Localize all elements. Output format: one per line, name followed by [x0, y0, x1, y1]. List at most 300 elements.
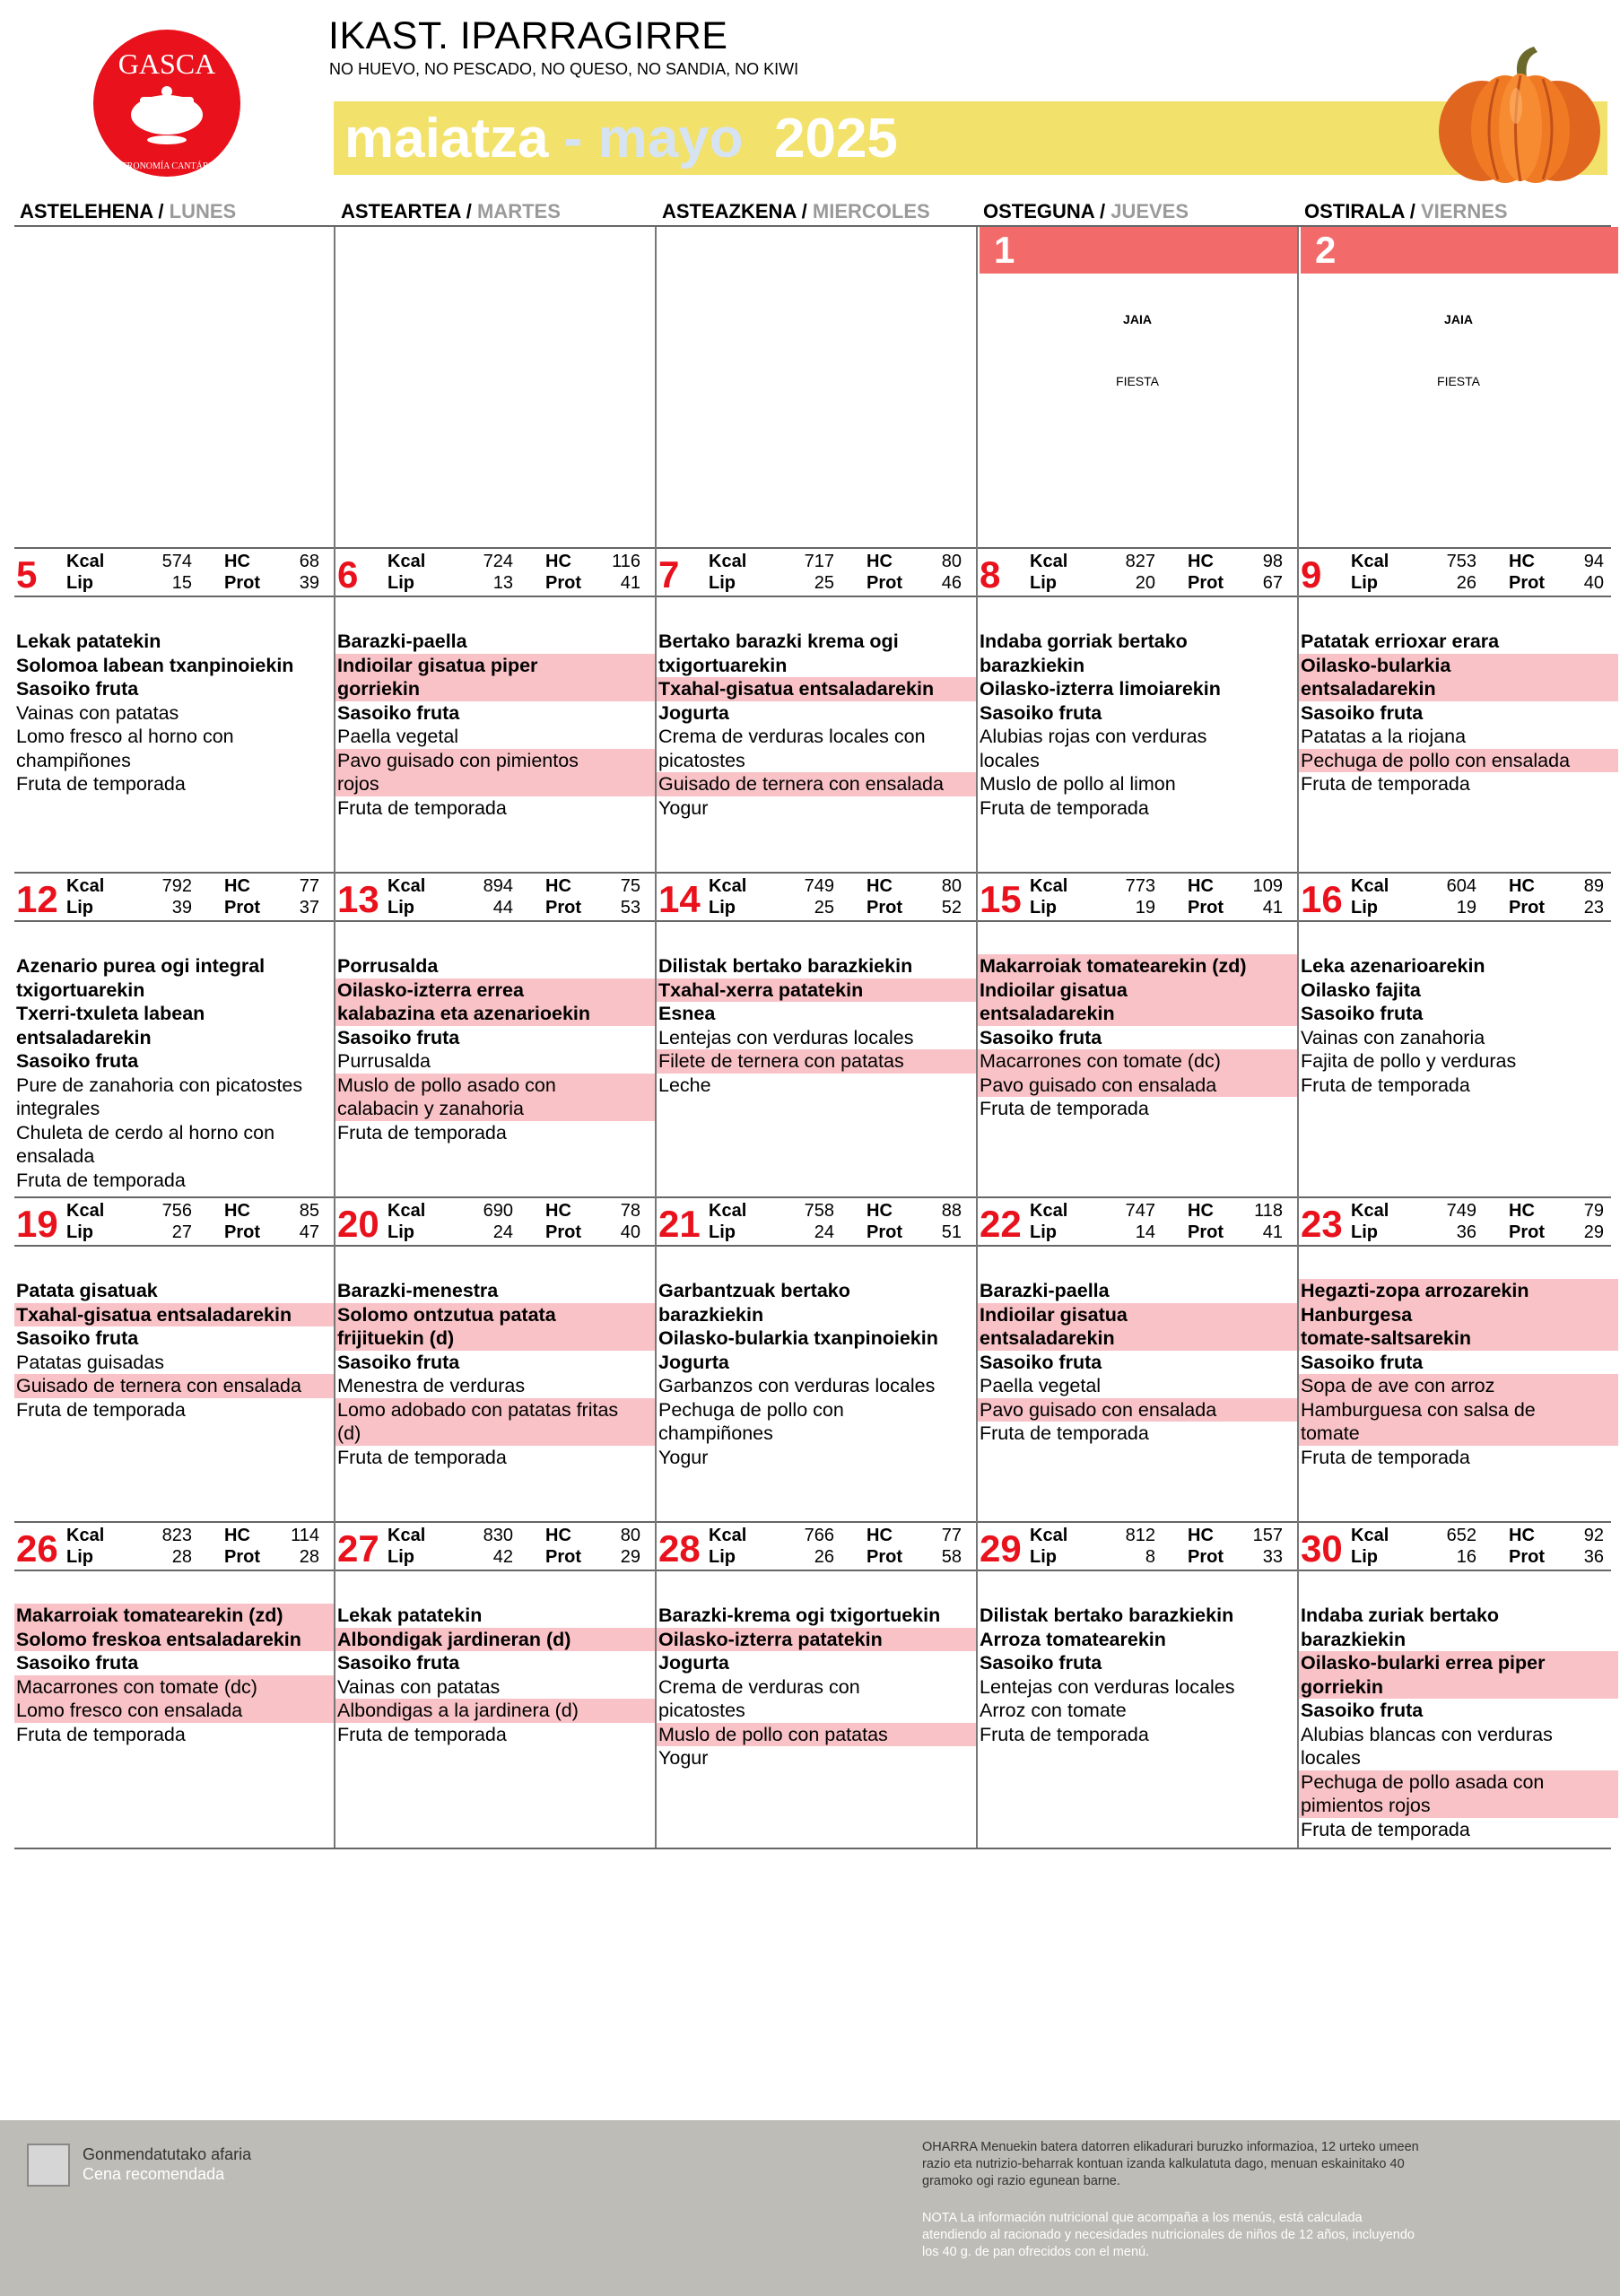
- day-number: 6: [337, 553, 359, 596]
- menu-line: barazkiekin: [658, 1303, 764, 1326]
- lip-value: 25: [814, 573, 834, 593]
- weekday-eu: ASTELEHENA: [20, 200, 153, 222]
- lip-label: Lip: [66, 898, 93, 918]
- kcal-label: Kcal: [1351, 552, 1389, 571]
- hc-label: HC: [1188, 1201, 1214, 1221]
- weekday-es: LUNES: [169, 200, 237, 222]
- day-number: 27: [337, 1527, 379, 1570]
- kcal-label: Kcal: [388, 552, 426, 571]
- kcal-value: 753: [1446, 552, 1476, 571]
- prot-value: 29: [1583, 1222, 1604, 1242]
- kcal-value: 812: [1125, 1526, 1155, 1545]
- menu-line: Garbantzuak bertako: [658, 1280, 850, 1301]
- month-es: mayo: [597, 108, 744, 170]
- prot-value: 40: [620, 1222, 640, 1242]
- weekday-slash: /: [1404, 200, 1421, 222]
- prot-value: 23: [1583, 898, 1604, 918]
- recommended-dinner-line: Pavo guisado con pimientos: [335, 749, 655, 773]
- lip-label: Lip: [1030, 1222, 1057, 1242]
- hc-label: HC: [1188, 552, 1214, 571]
- kcal-value: 717: [804, 552, 834, 571]
- kcal-label: Kcal: [388, 1201, 426, 1221]
- kcal-label: Kcal: [709, 1201, 747, 1221]
- menu-line: Fruta de temporada: [16, 1398, 186, 1421]
- divider: [14, 1196, 1611, 1198]
- prot-value: 37: [299, 898, 319, 918]
- menu-line: Fruta de temporada: [1301, 1818, 1470, 1840]
- day-number: 29: [980, 1527, 1022, 1570]
- menu-line: ensalada: [16, 1145, 95, 1167]
- lip-value: 24: [492, 1222, 513, 1242]
- hc-label: HC: [1188, 876, 1214, 896]
- lip-value: 8: [1145, 1547, 1155, 1567]
- lip-value: 19: [1456, 898, 1476, 918]
- menu-line: Jogurta: [658, 701, 729, 724]
- lip-label: Lip: [66, 1547, 93, 1567]
- lip-value: 14: [1135, 1222, 1155, 1242]
- lip-value: 25: [814, 898, 834, 918]
- menu-line: Oilasko fajita: [1301, 978, 1421, 1001]
- recommended-dinner-line: Muslo de pollo con patatas: [657, 1723, 976, 1747]
- holiday-label-es: FIESTA: [1437, 374, 1480, 388]
- menu-line: Dilistak bertako barazkiekin: [980, 1605, 1234, 1626]
- menu-line: Yogur: [658, 1747, 709, 1769]
- menu-line: Fruta de temporada: [337, 1121, 507, 1144]
- menu-line: Barazki-paella: [337, 631, 467, 652]
- day-number: 13: [337, 878, 379, 920]
- recommended-dinner-line: Txahal-gisatua entsaladarekin: [14, 1303, 334, 1327]
- lip-label: Lip: [1351, 1222, 1378, 1242]
- recommended-dinner-line: Txahal-gisatua entsaladarekin: [657, 677, 976, 701]
- lip-label: Lip: [66, 573, 93, 593]
- column-divider: [655, 227, 657, 547]
- menu-line: champiñones: [658, 1422, 773, 1444]
- kcal-value: 792: [161, 876, 192, 896]
- menu-line: Patatas guisadas: [16, 1351, 164, 1373]
- menu-line: Crema de verduras con: [658, 1675, 860, 1698]
- holiday-day-number: 2: [1301, 227, 1618, 274]
- day-menu: [14, 630, 334, 796]
- menu-line: Solomoa labean txanpinoiekin: [16, 654, 294, 676]
- day-menu: [978, 630, 1297, 820]
- day-number: 30: [1301, 1527, 1343, 1570]
- recommended-dinner-line: gorriekin: [335, 677, 655, 701]
- kcal-label: Kcal: [66, 876, 105, 896]
- lip-label: Lip: [1351, 573, 1378, 593]
- month-sep: -: [548, 108, 598, 170]
- lip-label: Lip: [388, 898, 414, 918]
- weekday-label: [341, 200, 561, 223]
- lip-label: Lip: [709, 573, 736, 593]
- holiday-label-eu: JAIA: [1123, 312, 1152, 326]
- menu-line: Lentejas con verduras locales: [658, 1026, 914, 1048]
- menu-line: Arroz con tomate: [980, 1700, 1127, 1721]
- day-number: 19: [16, 1203, 58, 1245]
- menu-line: Fruta de temporada: [337, 1723, 507, 1745]
- kcal-value: 604: [1446, 876, 1476, 896]
- recommended-dinner-line: Pavo guisado con ensalada: [978, 1074, 1297, 1098]
- menu-line: Chuleta de cerdo al horno con: [16, 1121, 275, 1144]
- menu-line: Fruta de temporada: [980, 1723, 1149, 1745]
- column-divider: [334, 227, 335, 547]
- hc-label: HC: [545, 876, 571, 896]
- menu-line: Alubias blancas con verduras: [1301, 1723, 1553, 1745]
- recommended-dinner-line: entsaladarekin: [1299, 677, 1618, 701]
- hc-label: HC: [1188, 1526, 1214, 1545]
- lip-label: Lip: [66, 1222, 93, 1242]
- prot-value: 41: [620, 573, 640, 593]
- menu-line: txigortuarekin: [658, 654, 788, 676]
- menu-line: Fruta de temporada: [1301, 1074, 1470, 1096]
- lip-value: 20: [1135, 573, 1155, 593]
- holiday-label-es: FIESTA: [1116, 374, 1159, 388]
- recommended-dinner-line: Hamburguesa con salsa de: [1299, 1398, 1618, 1422]
- weekday-slash: /: [796, 200, 813, 222]
- recommended-dinner-line: gorriekin: [1299, 1675, 1618, 1700]
- menu-line: Barazki-krema ogi txigortuekin: [658, 1605, 941, 1626]
- hc-label: HC: [545, 1526, 571, 1545]
- recommended-dinner-line: Guisado de ternera con ensalada: [657, 772, 976, 796]
- prot-value: 53: [620, 898, 640, 918]
- holiday-label-eu: JAIA: [1444, 312, 1473, 326]
- nutrition-note-eu: OHARRA Menuekin batera datorren elikadurari buruzko informazioa, 12 urteko umeen razio eta nutrizio-beharrak kontuan izanda kalkulatuta dago, menuan eskainitako 40 gramoko ogi razio egunean barne.: [922, 2140, 1419, 2188]
- day-number: 16: [1301, 878, 1343, 920]
- recommended-dinner-line: entsaladarekin: [978, 1326, 1297, 1351]
- prot-label: Prot: [1188, 573, 1224, 593]
- kcal-value: 756: [161, 1201, 192, 1221]
- recommended-dinner-line: Indioilar gisatua piper: [335, 654, 655, 678]
- prot-value: 67: [1262, 573, 1283, 593]
- prot-label: Prot: [867, 1547, 902, 1567]
- prot-label: Prot: [1509, 1547, 1545, 1567]
- kcal-value: 827: [1125, 552, 1155, 571]
- menu-line: Fruta de temporada: [980, 1098, 1149, 1119]
- lip-label: Lip: [1030, 573, 1057, 593]
- recommended-dinner-line: Guisado de ternera con ensalada: [14, 1374, 334, 1398]
- recommended-dinner-line: Oilasko-izterra patatekin: [657, 1628, 976, 1652]
- day-number: 8: [980, 553, 1001, 596]
- menu-line: Lekak patatekin: [337, 1605, 483, 1626]
- prot-value: 36: [1583, 1547, 1604, 1567]
- prot-value: 33: [1262, 1547, 1283, 1567]
- kcal-label: Kcal: [1030, 1526, 1068, 1545]
- kcal-value: 724: [483, 552, 513, 571]
- recommended-dinner-line: Makarroiak tomatearekin (zd): [978, 954, 1297, 978]
- hc-label: HC: [867, 1201, 893, 1221]
- hc-value: 77: [941, 1526, 962, 1545]
- menu-line: Pechuga de pollo con: [658, 1398, 844, 1421]
- prot-value: 41: [1262, 1222, 1283, 1242]
- day-menu: [335, 1279, 655, 1469]
- menu-line: Sasoiko fruta: [337, 1026, 460, 1048]
- weekday-slash: /: [460, 200, 477, 222]
- kcal-label: Kcal: [709, 552, 747, 571]
- year: 2025: [773, 108, 898, 170]
- hc-value: 80: [620, 1526, 640, 1545]
- recommended-dinner-line: frijituekin (d): [335, 1326, 655, 1351]
- kcal-label: Kcal: [1030, 876, 1068, 896]
- menu-line: Fruta de temporada: [1301, 773, 1470, 795]
- recommended-dinner-line: Hanburgesa: [1299, 1303, 1618, 1327]
- kcal-label: Kcal: [1030, 552, 1068, 571]
- day-number: 12: [16, 878, 58, 920]
- recommended-dinner-line: Solomo ontzutua patata: [335, 1303, 655, 1327]
- recommended-dinner-line: Muslo de pollo asado con: [335, 1074, 655, 1098]
- menu-line: Sasoiko fruta: [16, 1652, 139, 1674]
- menu-line: Indaba gorriak bertako: [980, 631, 1188, 652]
- divider: [14, 1848, 1611, 1849]
- recommended-dinner-line: Indioilar gisatua: [978, 978, 1297, 1003]
- day-menu: [14, 954, 334, 1192]
- menu-line: Porrusalda: [337, 955, 439, 977]
- menu-line: Oilasko-bularkia txanpinoiekin: [658, 1327, 938, 1349]
- hc-value: 78: [620, 1201, 640, 1221]
- lip-value: 36: [1456, 1222, 1476, 1242]
- menu-line: Sasoiko fruta: [337, 1652, 460, 1674]
- hc-value: 157: [1252, 1526, 1283, 1545]
- hc-value: 79: [1583, 1201, 1604, 1221]
- lip-label: Lip: [1030, 898, 1057, 918]
- menu-line: Sasoiko fruta: [1301, 1351, 1424, 1373]
- menu-line: Muslo de pollo al limon: [980, 773, 1176, 795]
- day-number: 23: [1301, 1203, 1343, 1245]
- recommended-dinner-line: Lomo fresco con ensalada: [14, 1699, 334, 1723]
- hc-label: HC: [1509, 876, 1535, 896]
- menu-line: Fruta de temporada: [16, 1169, 186, 1191]
- recommended-dinner-line: Txahal-xerra patatekin: [657, 978, 976, 1003]
- day-number: 21: [658, 1203, 701, 1245]
- menu-line: barazkiekin: [980, 654, 1085, 676]
- pumpkin-icon: [1428, 43, 1611, 187]
- hc-value: 116: [612, 552, 640, 571]
- menu-line: Barazki-paella: [980, 1280, 1110, 1301]
- recommended-dinner-line: Pechuga de pollo asada con: [1299, 1770, 1618, 1795]
- kcal-value: 574: [161, 552, 192, 571]
- recommended-dinner-line: entsaladarekin: [978, 1002, 1297, 1026]
- kcal-value: 749: [804, 876, 834, 896]
- recommended-dinner-line: Albondigak jardineran (d): [335, 1628, 655, 1652]
- menu-line: Sasoiko fruta: [16, 1327, 139, 1349]
- day-menu: [14, 1604, 334, 1746]
- lip-value: 24: [814, 1222, 834, 1242]
- prot-label: Prot: [224, 573, 260, 593]
- menu-line: Sasoiko fruta: [1301, 1003, 1424, 1024]
- hc-value: 89: [1583, 876, 1604, 896]
- day-menu: [335, 630, 655, 820]
- prot-label: Prot: [545, 573, 581, 593]
- prot-value: 41: [1262, 898, 1283, 918]
- recommended-dinner-line: pimientos rojos: [1299, 1794, 1618, 1818]
- menu-line: Sasoiko fruta: [980, 1026, 1102, 1048]
- menu-line: Garbanzos con verduras locales: [658, 1375, 936, 1396]
- recommended-dinner-line: Indioilar gisatua: [978, 1303, 1297, 1327]
- weekday-eu: ASTEAZKENA: [662, 200, 797, 222]
- day-number: 9: [1301, 553, 1322, 596]
- day-menu: [978, 1604, 1297, 1746]
- menu-line: Crema de verduras locales con: [658, 726, 926, 747]
- kcal-value: 652: [1446, 1526, 1476, 1545]
- menu-line: Lomo fresco al horno con: [16, 726, 234, 747]
- recommended-dinner-line: Pechuga de pollo con ensalada: [1299, 749, 1618, 773]
- diet-restrictions: NO HUEVO, NO PESCADO, NO QUESO, NO SANDIA, NO KIWI: [329, 60, 799, 78]
- prot-label: Prot: [545, 898, 581, 918]
- prot-value: 39: [299, 573, 319, 593]
- lip-label: Lip: [1030, 1547, 1057, 1567]
- hc-label: HC: [1509, 552, 1535, 571]
- prot-label: Prot: [867, 898, 902, 918]
- kcal-label: Kcal: [1030, 1201, 1068, 1221]
- prot-value: 47: [299, 1222, 319, 1242]
- hc-label: HC: [224, 1201, 250, 1221]
- month-banner: [334, 101, 1607, 175]
- divider: [14, 1521, 1611, 1523]
- menu-line: Patatas a la riojana: [1301, 726, 1467, 747]
- divider: [14, 547, 1611, 549]
- school-name: IKAST. IPARRAGIRRE: [328, 14, 728, 57]
- kcal-label: Kcal: [709, 876, 747, 896]
- lip-value: 13: [492, 573, 513, 593]
- kcal-value: 823: [161, 1526, 192, 1545]
- hc-label: HC: [867, 876, 893, 896]
- day-menu: [1299, 954, 1618, 1097]
- menu-line: Sasoiko fruta: [337, 701, 460, 724]
- lip-value: 39: [171, 898, 192, 918]
- weekday-es: JUEVES: [1110, 200, 1189, 222]
- recommended-dinner-line: kalabazina eta azenarioekin: [335, 1002, 655, 1026]
- recommended-dinner-line: Solomo freskoa entsaladarekin: [14, 1628, 334, 1652]
- kcal-label: Kcal: [66, 1201, 105, 1221]
- menu-line: Sasoiko fruta: [16, 1050, 139, 1072]
- lip-label: Lip: [1351, 898, 1378, 918]
- lip-value: 16: [1456, 1547, 1476, 1567]
- menu-line: Sasoiko fruta: [1301, 1700, 1424, 1721]
- menu-line: Oilasko-izterra limoiarekin: [980, 678, 1221, 700]
- nutrition-note-es: NOTA La información nutricional que acompaña a los menús, está calculada atendiendo al racionado y necesidades nutricionales de niños de 12 años, incluyendo los 40 g. de pan ofrecidos con el menú.: [922, 2211, 1415, 2259]
- prot-label: Prot: [1188, 898, 1224, 918]
- menu-line: Fajita de pollo y verduras: [1301, 1050, 1517, 1072]
- recommended-dinner-line: rojos: [335, 772, 655, 796]
- day-number: 5: [16, 553, 38, 596]
- hc-label: HC: [1509, 1526, 1535, 1545]
- prot-label: Prot: [1188, 1222, 1224, 1242]
- day-number: 20: [337, 1203, 379, 1245]
- prot-label: Prot: [224, 898, 260, 918]
- weekday-eu: OSTEGUNA: [983, 200, 1094, 222]
- prot-value: 28: [299, 1547, 319, 1567]
- menu-line: txigortuarekin: [16, 978, 145, 1001]
- menu-line: Indaba zuriak bertako: [1301, 1605, 1500, 1626]
- recommended-dinner-line: tomate: [1299, 1422, 1618, 1446]
- recommended-dinner-line: Macarrones con tomate (dc): [14, 1675, 334, 1700]
- lip-label: Lip: [388, 573, 414, 593]
- holiday-day-number: 1: [980, 227, 1297, 274]
- day-menu: [657, 1604, 976, 1770]
- prot-label: Prot: [224, 1222, 260, 1242]
- hc-value: 85: [299, 1201, 319, 1221]
- recommended-dinner-line: Oilasko-bularkia: [1299, 654, 1618, 678]
- menu-line: Lekak patatekin: [16, 631, 161, 652]
- day-menu: [657, 1279, 976, 1469]
- menu-line: Fruta de temporada: [16, 773, 186, 795]
- hc-value: 114: [291, 1526, 319, 1545]
- legend-label-eu: Gonmendatutako afaria: [83, 2145, 252, 2163]
- kcal-value: 830: [483, 1526, 513, 1545]
- weekday-label: [662, 200, 930, 223]
- lip-value: 26: [814, 1547, 834, 1567]
- hc-label: HC: [867, 1526, 893, 1545]
- day-number: 26: [16, 1527, 58, 1570]
- menu-line: Leka azenarioarekin: [1301, 955, 1485, 977]
- prot-label: Prot: [224, 1547, 260, 1567]
- weekday-es: MIERCOLES: [812, 200, 930, 222]
- day-menu: [657, 630, 976, 820]
- hc-value: 98: [1262, 552, 1283, 571]
- menu-line: Leche: [658, 1074, 711, 1096]
- prot-label: Prot: [1509, 1222, 1545, 1242]
- recommended-dinner-line: Sopa de ave con arroz: [1299, 1374, 1618, 1398]
- legend-swatch: [27, 2144, 70, 2187]
- recommended-dinner-line: Pavo guisado con ensalada: [978, 1398, 1297, 1422]
- menu-line: Fruta de temporada: [980, 1422, 1149, 1444]
- hc-value: 77: [299, 876, 319, 896]
- hc-label: HC: [224, 552, 250, 571]
- prot-label: Prot: [1188, 1547, 1224, 1567]
- day-number: 14: [658, 878, 701, 920]
- recommended-dinner-line: Filete de ternera con patatas: [657, 1049, 976, 1074]
- menu-line: Vainas con zanahoria: [1301, 1026, 1485, 1048]
- kcal-label: Kcal: [388, 1526, 426, 1545]
- recommended-dinner-line: Lomo adobado con patatas fritas: [335, 1398, 655, 1422]
- month-title: [344, 107, 898, 170]
- menu-line: Arroza tomatearekin: [980, 1628, 1166, 1650]
- kcal-value: 773: [1125, 876, 1155, 896]
- day-number: 22: [980, 1203, 1022, 1245]
- menu-line: Lentejas con verduras locales: [980, 1675, 1235, 1698]
- menu-line: Dilistak bertako barazkiekin: [658, 955, 913, 977]
- menu-line: Yogur: [658, 796, 709, 819]
- day-menu: [1299, 1604, 1618, 1841]
- kcal-value: 894: [483, 876, 513, 896]
- hc-value: 80: [941, 552, 962, 571]
- day-menu: [1299, 1279, 1618, 1469]
- hc-value: 88: [941, 1201, 962, 1221]
- menu-line: Sasoiko fruta: [337, 1351, 460, 1373]
- menu-line: Fruta de temporada: [337, 1446, 507, 1468]
- prot-label: Prot: [545, 1547, 581, 1567]
- menu-line: Fruta de temporada: [980, 796, 1149, 819]
- kcal-label: Kcal: [1351, 1526, 1389, 1545]
- lip-label: Lip: [388, 1222, 414, 1242]
- menu-line: Esnea: [658, 1003, 716, 1024]
- divider: [14, 1570, 1611, 1571]
- prot-value: 51: [941, 1222, 962, 1242]
- menu-line: picatostes: [658, 749, 745, 771]
- prot-value: 40: [1583, 573, 1604, 593]
- menu-line: Txerri-txuleta labean: [16, 1003, 205, 1024]
- menu-line: Sasoiko fruta: [16, 678, 139, 700]
- recommended-dinner-line: Makarroiak tomatearekin (zd): [14, 1604, 334, 1628]
- menu-line: Jogurta: [658, 1652, 729, 1674]
- hc-label: HC: [224, 1526, 250, 1545]
- day-number: 7: [658, 553, 680, 596]
- recommended-dinner-line: Oilasko-izterra errea: [335, 978, 655, 1003]
- hc-value: 94: [1583, 552, 1604, 571]
- menu-line: Fruta de temporada: [1301, 1446, 1470, 1468]
- weekday-label: [20, 200, 236, 223]
- kcal-value: 758: [804, 1201, 834, 1221]
- logo-text: GASCA: [118, 48, 216, 80]
- weekday-eu: ASTEARTEA: [341, 200, 461, 222]
